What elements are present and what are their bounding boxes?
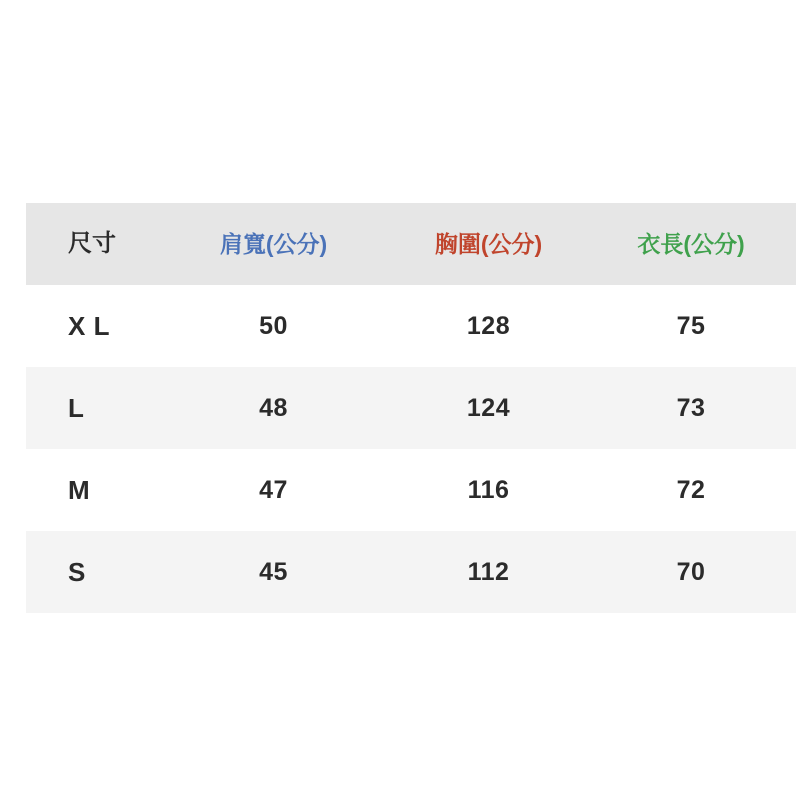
column-header-shoulder: 肩寬(公分) — [219, 230, 328, 257]
column-header-size: 尺寸 — [68, 230, 116, 257]
length-value: 70 — [676, 557, 706, 586]
length-value: 75 — [676, 311, 706, 340]
table-header-row — [26, 203, 796, 285]
table-row — [26, 449, 796, 531]
shoulder-value: 47 — [259, 475, 288, 504]
size-label: M — [68, 475, 91, 505]
chest-value: 116 — [467, 475, 510, 504]
size-label: S — [68, 557, 86, 587]
size-chart-table — [26, 203, 796, 613]
table-row — [26, 285, 796, 367]
chest-value: 124 — [466, 393, 511, 422]
length-value: 72 — [676, 475, 706, 504]
size-label: L — [68, 393, 85, 423]
chest-value: 112 — [467, 557, 510, 586]
column-header-length: 衣長(公分) — [637, 230, 745, 257]
table-row — [26, 531, 796, 613]
table-row — [26, 367, 796, 449]
size-label: X L — [68, 311, 110, 341]
length-value: 73 — [676, 393, 706, 422]
column-header-chest: 胸圍(公分) — [434, 230, 543, 257]
shoulder-value: 48 — [259, 393, 288, 422]
chest-value: 128 — [466, 311, 511, 340]
shoulder-value: 45 — [259, 557, 288, 586]
shoulder-value: 50 — [259, 311, 288, 340]
